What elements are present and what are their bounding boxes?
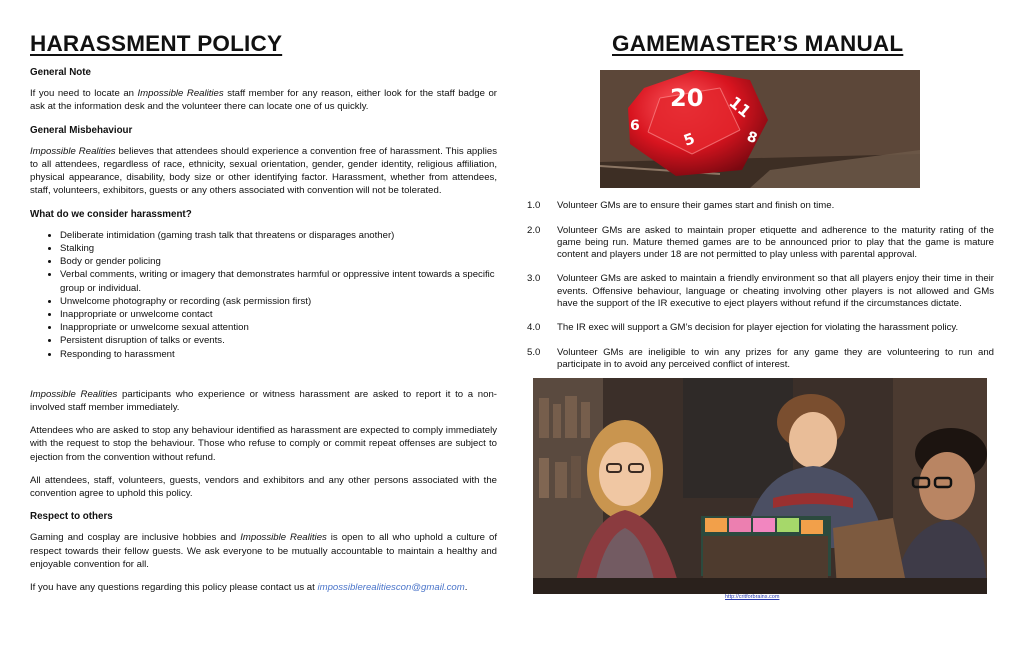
list-item [527,322,994,334]
rule-number: 1.0 [527,200,541,211]
dice-bottom-number: 5 [681,129,698,150]
d20-dice-image [600,70,920,188]
list-item: • Body or gender policing [60,255,497,268]
dice-side-a-number: 11 [725,92,755,122]
photo-credit-link[interactable]: http://critforbrains.com [725,594,780,600]
dice-photo [600,70,920,188]
dice-side-b-number: 6 [630,118,640,134]
list-item: • Unwelcome photography or recording (ask permission first) [60,295,497,308]
general-misbehaviour-text: Impossible Realities believes that attendees should experience a convention free of harassment. This applies to all attendees, regardless of race, ethnicity, sexual orientation, gender, gender identity, religious affiliation, physical appearance, disability, body size or other identifying factor. Harassment, whether from attendees, staff, volunteers, exhibitors, guests or any others associated with convention will not be tolerated. [30,145,497,197]
tabletop-players-image [533,378,987,594]
rule-text: Volunteer GMs are ineligible to win any prizes for any game they are volunteering to run and participate in to avoid any perceived conflict of interest. [557,346,994,371]
list-item: • Stalking [60,242,497,255]
list-item: • Responding to harassment [60,348,497,361]
dice-side-c-number: 8 [744,128,760,148]
consider-harassment-heading: What do we consider harassment? [30,208,192,220]
list-item: • Inappropriate or unwelcome contact [60,308,497,321]
harassment-list [30,229,497,361]
list-item [527,200,994,212]
general-note-text: If you need to locate an Impossible Realities staff member for any reason, either look for the staff badge or ask at the information desk and the volunteer there can locate one of us quickly. [30,88,497,113]
rule-text: Volunteer GMs are asked to maintain proper etiquette and adherence to the maturity rating of the game being run. Mature themed games are to be announced prior to play that the game is mature content and players under 18 are not permitted to play unless with parental approval. [557,224,994,260]
list-item: • Verbal comments, writing or imagery that demonstrates harmful or oppressive intent towards a specific group or individual. [60,268,497,294]
report-text: Impossible Realities participants who experience or witness harassment are asked to report it to a non-involved staff member immediately. [30,388,497,414]
list-item: • Persistent disruption of talks or events. [60,334,497,347]
list-item: • Deliberate intimidation (gaming trash talk that threatens or disparages another) [60,229,497,242]
general-misbehaviour-heading: General Misbehaviour [30,124,133,136]
harassment-policy-body [30,66,497,604]
rule-number: 3.0 [527,273,541,285]
rule-text: The IR exec will support a GM’s decision for player ejection for violating the harassment policy. [557,322,959,334]
list-item [527,273,994,310]
harassment-policy-title: HARASSMENT POLICY [30,31,283,56]
gm-rules-list [527,200,994,384]
dice-top-number: 20 [670,84,704,112]
respect-text: Gaming and cosplay are inclusive hobbies and Impossible Realities is open to all who uphold a culture of respect towards their fellow guests. We ask everyone to be mutually accountable to maintain a healthy and enjoyable convention for all. [30,532,497,570]
gamemaster-manual-title: GAMEMASTER’S MANUAL [612,31,904,56]
contact-email-link[interactable]: impossiblerealitiescon@gmail.com [317,582,465,594]
rule-text: Volunteer GMs are to ensure their games start and finish on time. [557,200,835,211]
rule-number: 5.0 [527,346,541,358]
general-note-heading: General Note [30,67,91,78]
attendees-stop-text: Attendees who are asked to stop any behaviour identified as harassment are expected to comply immediately with the request to stop the behaviour. Those who refuse to comply or commit repeat offenses are subject to ejection from the convention without refund. [30,425,497,463]
uphold-text: All attendees, staff, volunteers, guests, vendors and exhibitors and any other persons associated with the convention agree to uphold this policy. [30,474,497,500]
list-item [527,347,994,371]
list-item [527,225,994,262]
players-photo [533,378,987,594]
rule-text: Volunteer GMs are asked to maintain a friendly environment so that all players enjoy their time in their events. Offensive behaviour, language or cheating involving other players is not allowed and GMs have the support of the IR executive to eject players without refund if the circumstances dictate. [557,273,994,309]
respect-heading: Respect to others [30,511,113,523]
rule-number: 2.0 [527,224,541,236]
rule-number: 4.0 [527,322,541,334]
contact-text: If you have any questions regarding this policy please contact us at impossiblerealitiescon@gmail.com. [30,582,468,594]
list-item: • Inappropriate or unwelcome sexual attention [60,321,497,334]
